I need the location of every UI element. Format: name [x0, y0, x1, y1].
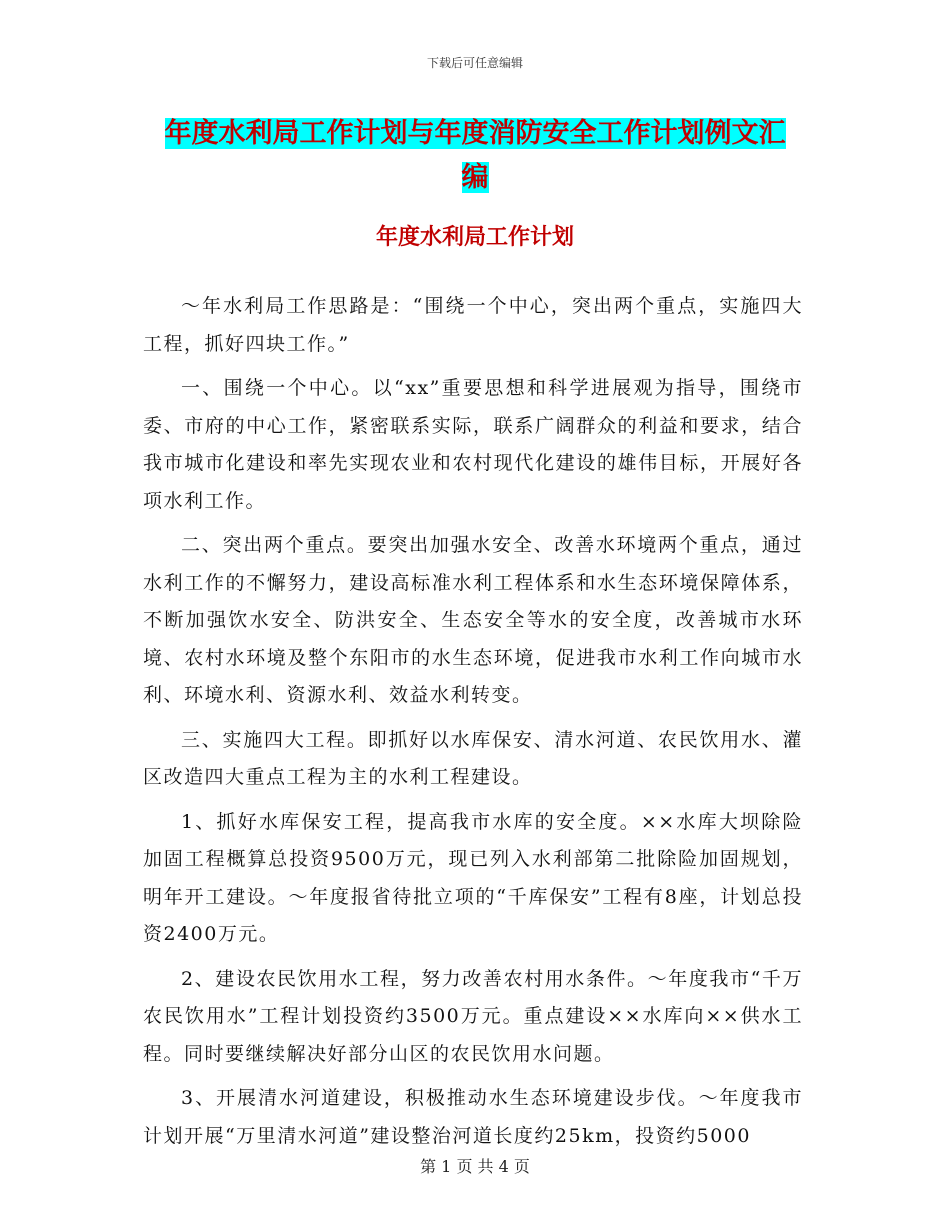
paragraph: 二、突出两个重点。要突出加强水安全、改善水环境两个重点，通过水利工作的不懈努力，建设高标准水利工程体系和水生态环境保障体系，不断加强饮水安全、防洪安全、生态安全等水的安全度，改善城市水环境、农村水环境及整个东阳市的水生态环境，促进我市水利工作向城市水利、环境水利、资源水利、效益水利转变。 — [143, 534, 803, 706]
header-note: 下载后可任意编辑 — [426, 56, 523, 70]
body-text — [143, 288, 803, 1162]
paragraph: 2、建设农民饮用水工程，努力改善农村用水条件。～年度我市“千万农民饮用水”工程计划投资约3500万元。重点建设××水库向××供水工程。同时要继续解决好部分山区的农民饮用水问题。 — [143, 967, 803, 1065]
paragraph: ～年水利局工作思路是：“围绕一个中心，突出两个重点，实施四大工程，抓好四块工作。” — [143, 295, 803, 355]
paragraph: 3、开展清水河道建设，积极推动水生态环境建设步伐。～年度我市计划开展“万里清水河道”建设整治河道长度约25km，投资约5000 — [143, 1087, 803, 1147]
paragraph: 1、抓好水库保安工程，提高我市水库的安全度。××水库大坝除险加固工程概算总投资9500万元，现已列入水利部第二批除险加固规划，明年开工建设。～年度报省待批立项的“千库保安”工程有8座，计划总投资2400万元。 — [143, 810, 803, 945]
section-title: 年度水利局工作计划 — [375, 225, 574, 250]
document-title — [150, 112, 800, 200]
paragraph: 三、实施四大工程。即抓好以水库保安、清水河道、农民饮用水、灌区改造四大重点工程为主的水利工程建设。 — [143, 728, 803, 788]
paragraph: 一、围绕一个中心。以“xx”重要思想和科学进展观为指导，围绕市委、市府的中心工作，紧密联系实际，联系广阔群众的利益和要求，结合我市城市化建设和率先实现农业和农村现代化建设的雄伟目标，开展好各项水利工作。 — [143, 377, 803, 512]
document-title-line1: 年度水利局工作计划与年度消防安全工作计划例文汇 — [164, 118, 786, 149]
page-footer: 第 1 页 共 4 页 — [420, 1157, 530, 1176]
document-title-line2: 编 — [461, 162, 489, 193]
